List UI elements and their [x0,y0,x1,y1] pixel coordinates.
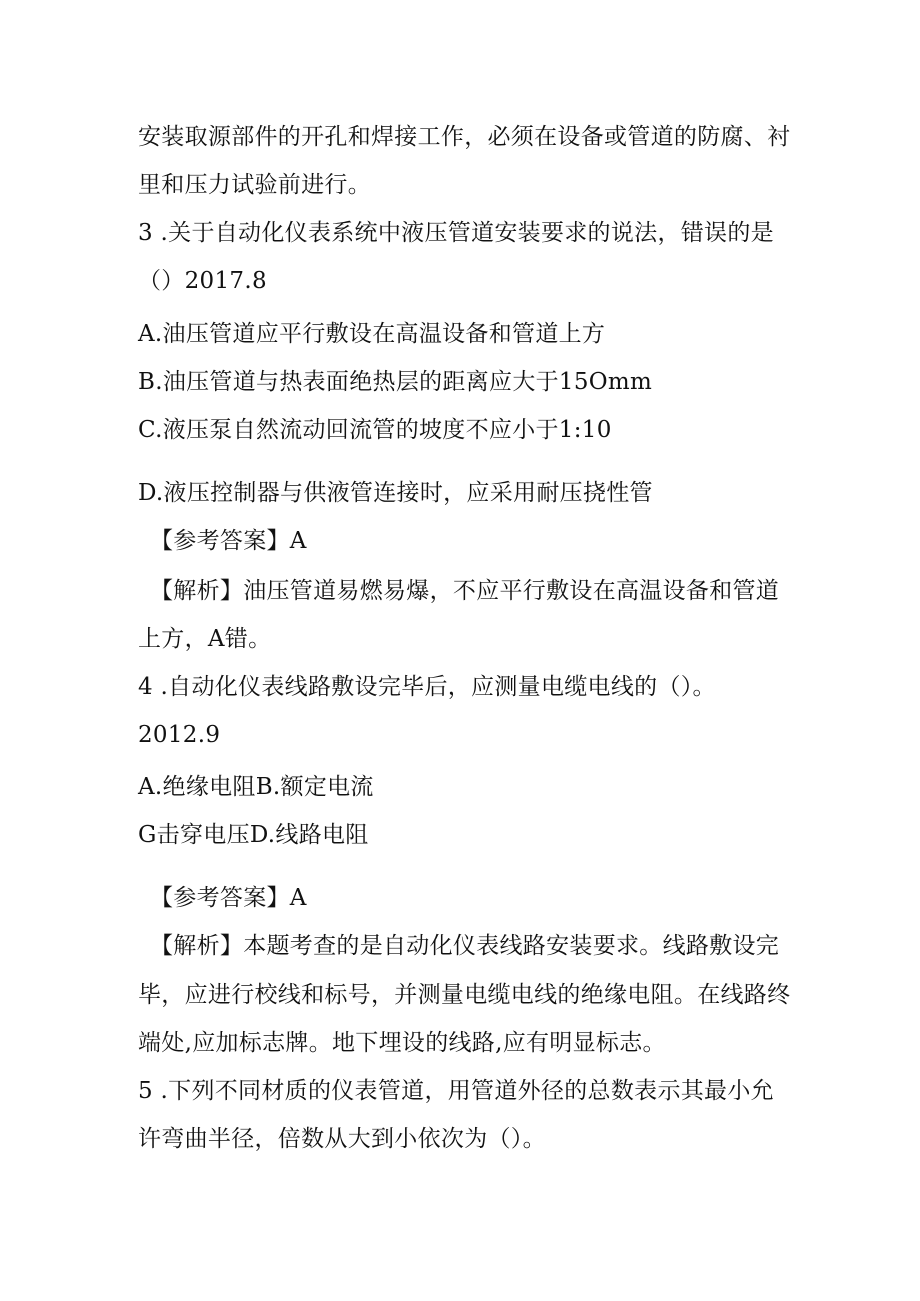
question-5-stem-cont: 许弯曲半径，倍数从大到小依次为（）。 [138,1126,546,1152]
question-3-stem: 3 .关于自动化仪表系统中液压管道安装要求的说法，错误的是 [138,220,774,246]
question-4-source: 2012.9 [138,722,221,748]
question-4-explanation: 【解析】本题考查的是自动化仪表线路安装要求。线路敷设完 [150,933,780,959]
paragraph-line: 里和压力试验前进行。 [138,172,371,198]
question-3-explanation: 【解析】油压管道易燃易爆，不应平行敷设在高温设备和管道 [150,578,780,604]
question-4-options-cd: G击穿电压D.线路电阻 [138,822,369,848]
question-5-stem: 5 .下列不同材质的仪表管道，用管道外径的总数表示其最小允 [138,1078,774,1104]
question-3-option-a: A.油压管道应平行敷设在高温设备和管道上方 [138,321,606,347]
question-3-option-d: D.液压控制器与供液管连接时，应采用耐压挠性管 [138,480,653,506]
question-4-explanation-cont: 端处,应加标志牌。地下埋设的线路,应有明显标志。 [138,1030,666,1056]
paragraph-line: 安装取源部件的开孔和焊接工作，必须在设备或管道的防腐、衬 [138,124,791,150]
question-3-option-b: B.油压管道与热表面绝热层的距离应大于15Omm [138,369,653,395]
question-3-explanation-cont: 上方，A错。 [138,626,272,652]
question-3-source: （）2017.8 [138,268,267,294]
question-4-explanation-cont: 毕，应进行校线和标号，并测量电缆电线的绝缘电阻。在线路终 [138,982,791,1008]
question-4-stem: 4 .自动化仪表线路敷设完毕后，应测量电缆电线的（）。 [138,674,716,700]
question-4-options-ab: A.绝缘电阻B.额定电流 [138,774,374,800]
question-3-answer: 【参考答案】A [150,528,307,554]
question-4-answer: 【参考答案】A [150,885,307,911]
question-3-option-c: C.液压泵自然流动回流管的坡度不应小于1:10 [138,417,612,443]
